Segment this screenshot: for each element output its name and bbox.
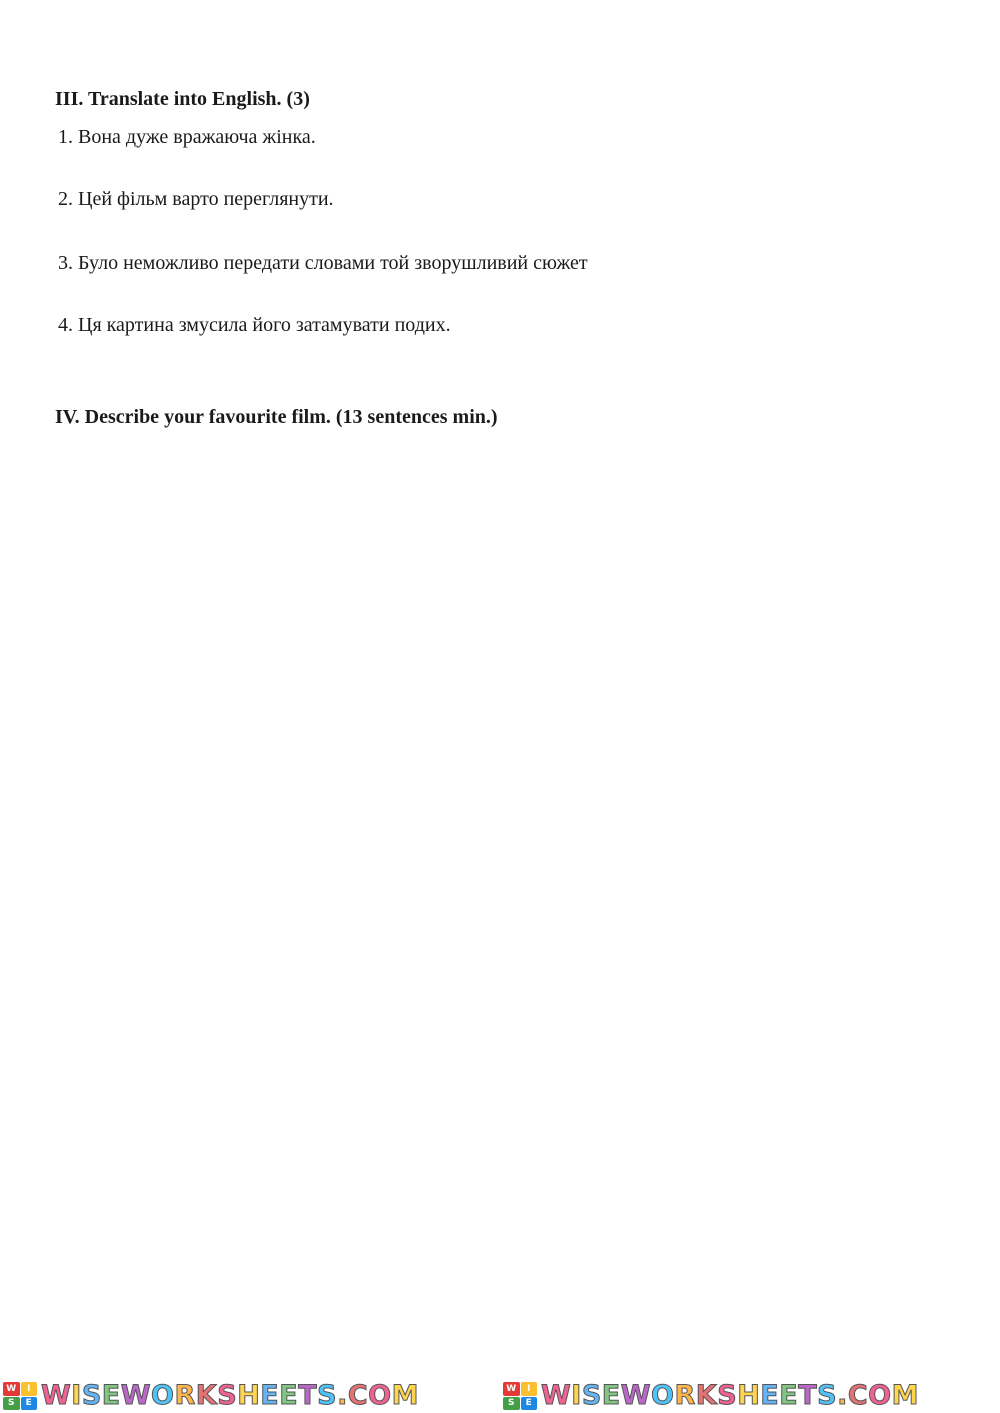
logo-letter: W — [503, 1382, 520, 1396]
translate-item: 3. Було неможливо передати словами той зворушливий сюжет — [58, 252, 588, 274]
logo-letter: I — [521, 1382, 538, 1396]
logo-letter: S — [503, 1397, 520, 1411]
translate-item: 1. Вона дуже вражаюча жінка. — [58, 126, 316, 148]
logo-letter: I — [21, 1382, 38, 1396]
translate-item: 2. Цей фільм варто переглянути. — [58, 188, 334, 210]
section-4-title: IV. Describe your favourite film. (13 sentences min.) — [55, 406, 498, 428]
wise-logo-icon — [3, 1382, 37, 1410]
brand-text: WISEWORKSHEETS.COM — [541, 1380, 919, 1411]
logo-letter: S — [3, 1397, 20, 1411]
footer-watermark — [0, 1378, 1000, 1413]
logo-letter: E — [521, 1397, 538, 1411]
wise-logo-icon — [503, 1382, 537, 1410]
translate-item: 4. Ця картина змусила його затамувати подих. — [58, 314, 451, 336]
logo-letter: E — [21, 1397, 38, 1411]
brand-logo — [503, 1381, 919, 1411]
section-3-title: III. Translate into English. (3) — [55, 88, 310, 110]
brand-logo — [3, 1381, 419, 1411]
logo-letter: W — [3, 1382, 20, 1396]
brand-text: WISEWORKSHEETS.COM — [41, 1380, 419, 1411]
